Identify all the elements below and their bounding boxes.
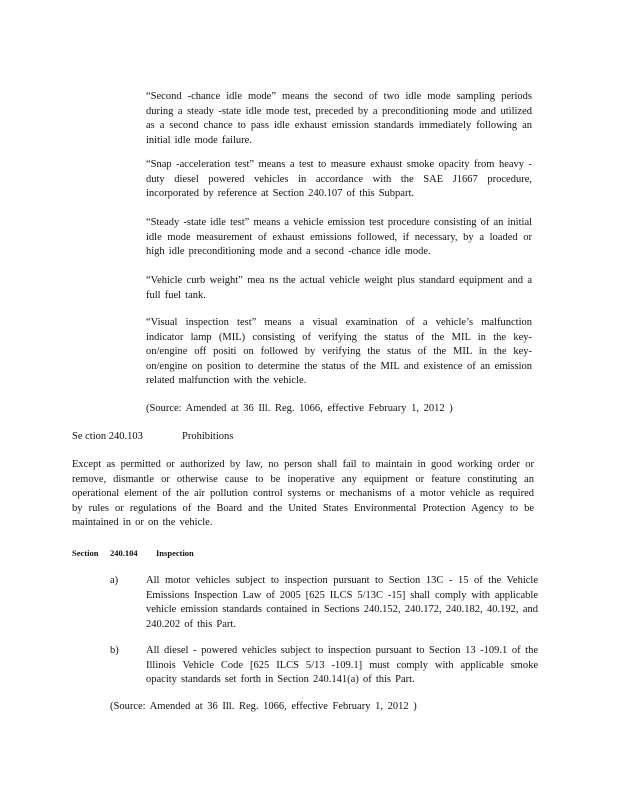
section-103-heading: [72, 430, 233, 445]
section-104-word: Section: [72, 548, 99, 558]
definition-steady-state-idle-test: “Steady -state idle test” means a vehicle emission test procedure consisting of an initial idle mode measurement of exhaust emissions followed, if necessary, by a loaded or high idle preconditioning mode and a second -chance idle mode.: [146, 217, 533, 258]
definition-second-chance-idle-mode: “Second -chance idle mode” means the second of two idle mode sampling periods during a steady -state idle mode test, preceded by a preconditioning mode and utilized as a second chance to pass idle exhaust emission standards immediately following an initial idle mode failure.: [146, 91, 532, 146]
section-103-title: Prohibitions: [182, 431, 234, 442]
section-103-number: Se ction 240.103: [72, 431, 143, 442]
section-103-text: Except as permitted or authorized by law, no person shall fail to maintain in good working order or remove, dismantle or otherwise cause to be inoperative any equipment or feature constituting an operational element of the air pollution control systems or mechanisms of a motor vehicle as required by rules or regulations of the Board and the United States Environmental Protection Agency to be maintained in or on the vehicle.: [72, 459, 534, 529]
item-b-label: b): [110, 645, 119, 656]
item-a-text: All motor vehicles subject to inspection pursuant to Section 13C - 15 of the Vehicle Emissions Inspection Law of 2005 [625 ILCS 5/13C -15] shall comply with applicable vehicle emission standards contained in Sections 240.152, 240.172, 240.182, 40.192, and 240.202 of this Part.: [146, 575, 538, 630]
section-104-heading: [72, 546, 194, 561]
source-note-2: (Source: Amended at 36 Ill. Reg. 1066, effective February 1, 2012 ): [110, 701, 417, 712]
definition-visual-inspection-test: “Visual inspection test” means a visual examination of a vehicle’s malfunction indicator lamp (MIL) consisting of verifying the status of the MIL in the key-on/engine off positi on followed by verifying the status of the MIL in the key-on/engine on position to determine the status of the MIL and existence of an emission related malfunction with the vehicle.: [146, 317, 532, 387]
definition-vehicle-curb-weight: “Vehicle curb weight” mea ns the actual vehicle weight plus standard equipment and a full fuel tank.: [146, 275, 532, 301]
definition-snap-acceleration-test: “Snap -acceleration test” means a test to measure exhaust smoke opacity from heavy -duty diesel powered vehicles in accordance with the SAE J1667 procedure, incorporated by reference at Section 240.107 of this Subpart.: [146, 159, 532, 200]
section-104-title: Inspection: [156, 548, 194, 558]
section-104-number: 240.104: [110, 548, 138, 558]
item-b-text: All diesel - powered vehicles subject to inspection pursuant to Section 13 -109.1 of the Illinois Vehicle Code [625 ILCS 5/13 -109.1] must comply with applicable smoke opacity standards set forth in Section 240.141(a) of this Part.: [146, 645, 538, 686]
item-a-label: a): [110, 575, 119, 586]
source-note-1: (Source: Amended at 36 Ill. Reg. 1066, effective February 1, 2012 ): [146, 403, 453, 414]
